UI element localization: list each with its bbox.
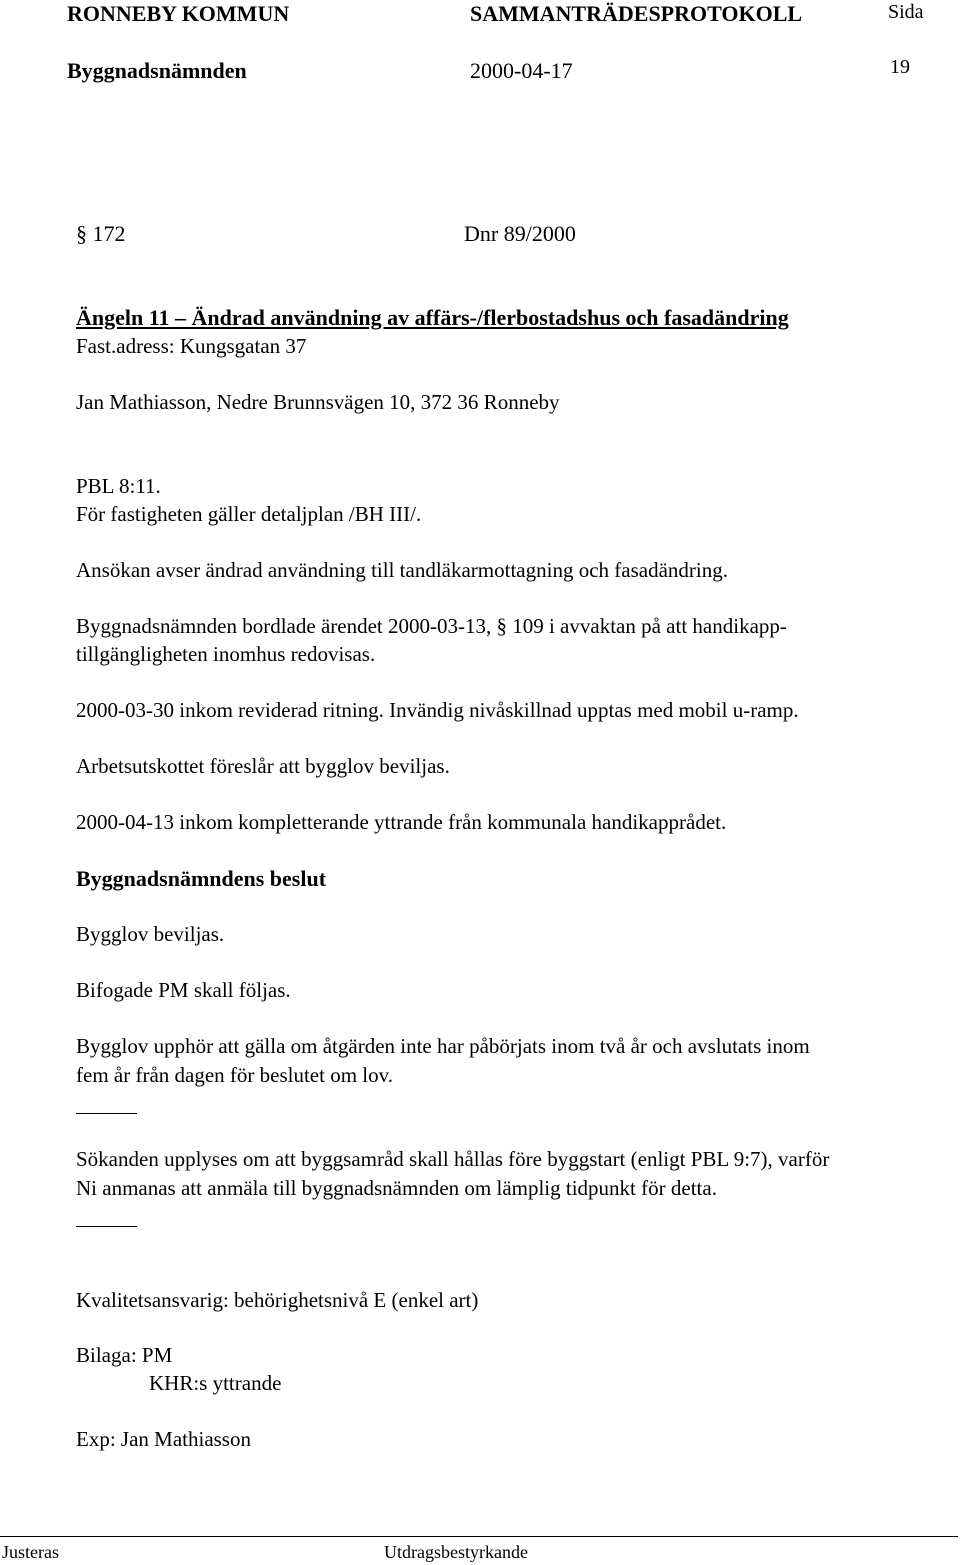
meeting-date: 2000-04-17 bbox=[470, 58, 573, 83]
tabled-text-line1: Byggnadsnämnden bordlade ärendet 2000-03-13, § 109 i avvaktan på att handikapp- bbox=[76, 614, 787, 638]
decision-heading: Byggnadsnämndens beslut bbox=[76, 866, 327, 891]
property-address: Fast.adress: Kungsgatan 37 bbox=[76, 334, 307, 358]
case-title: Ängeln 11 – Ändrad användning av affärs-/flerbostadshus och fasadändring bbox=[76, 305, 789, 330]
footer-extract-certification: Utdragsbestyrkande bbox=[384, 1542, 528, 1562]
attachment-item: KHR:s yttrande bbox=[149, 1371, 282, 1395]
municipality-name: RONNEBY KOMMUN bbox=[67, 1, 290, 26]
dispatch-recipient: Exp: Jan Mathiasson bbox=[76, 1427, 251, 1451]
pbl-reference: PBL 8:11. bbox=[76, 474, 161, 498]
expiry-text-line2: fem år från dagen för beslutet om lov. bbox=[76, 1063, 394, 1087]
paragraph-number: § 172 bbox=[76, 221, 126, 246]
notice-text-line1: Sökanden upplyses om att byggsamråd skall hållas före byggstart (enligt PBL 9:7), varför bbox=[76, 1147, 830, 1171]
page-number: 19 bbox=[890, 56, 910, 78]
applicant: Jan Mathiasson, Nedre Brunnsvägen 10, 372 36 Ronneby bbox=[76, 390, 560, 414]
document-type: SAMMANTRÄDESPROTOKOLL bbox=[470, 1, 803, 26]
attachment-label: Bilaga: PM bbox=[76, 1343, 173, 1367]
expiry-text-line1: Bygglov upphör att gälla om åtgärden inte har påbörjats inom två år och avslutats inom bbox=[76, 1034, 810, 1058]
case-number: Dnr 89/2000 bbox=[464, 221, 576, 246]
application-text: Ansökan avser ändrad användning till tandläkarmottagning och fasadändring. bbox=[76, 558, 728, 582]
decision-granted: Bygglov beviljas. bbox=[76, 922, 225, 946]
page-label: Sida bbox=[888, 1, 924, 23]
footer-rule bbox=[0, 1536, 958, 1537]
detail-plan: För fastigheten gäller detaljplan /BH III/. bbox=[76, 502, 422, 526]
notice-text-line2: Ni anmanas att anmäla till byggnadsnämnden om lämplig tidpunkt för detta. bbox=[76, 1176, 717, 1200]
decision-pm: Bifogade PM skall följas. bbox=[76, 978, 291, 1002]
separator-line bbox=[76, 1226, 137, 1227]
supplement-text: 2000-04-13 inkom kompletterande yttrande från kommunala handikapprådet. bbox=[76, 810, 727, 834]
quality-responsible: Kvalitetsansvarig: behörighetsnivå E (enkel art) bbox=[76, 1288, 479, 1312]
revised-drawing-text: 2000-03-30 inkom reviderad ritning. Invändig nivåskillnad upptas med mobil u-ramp. bbox=[76, 698, 799, 722]
committee-proposal: Arbetsutskottet föreslår att bygglov beviljas. bbox=[76, 754, 450, 778]
separator-line bbox=[76, 1113, 137, 1114]
board-name: Byggnadsnämnden bbox=[67, 58, 247, 83]
footer-justeras: Justeras bbox=[2, 1542, 59, 1562]
tabled-text-line2: tillgängligheten inomhus redovisas. bbox=[76, 642, 376, 666]
